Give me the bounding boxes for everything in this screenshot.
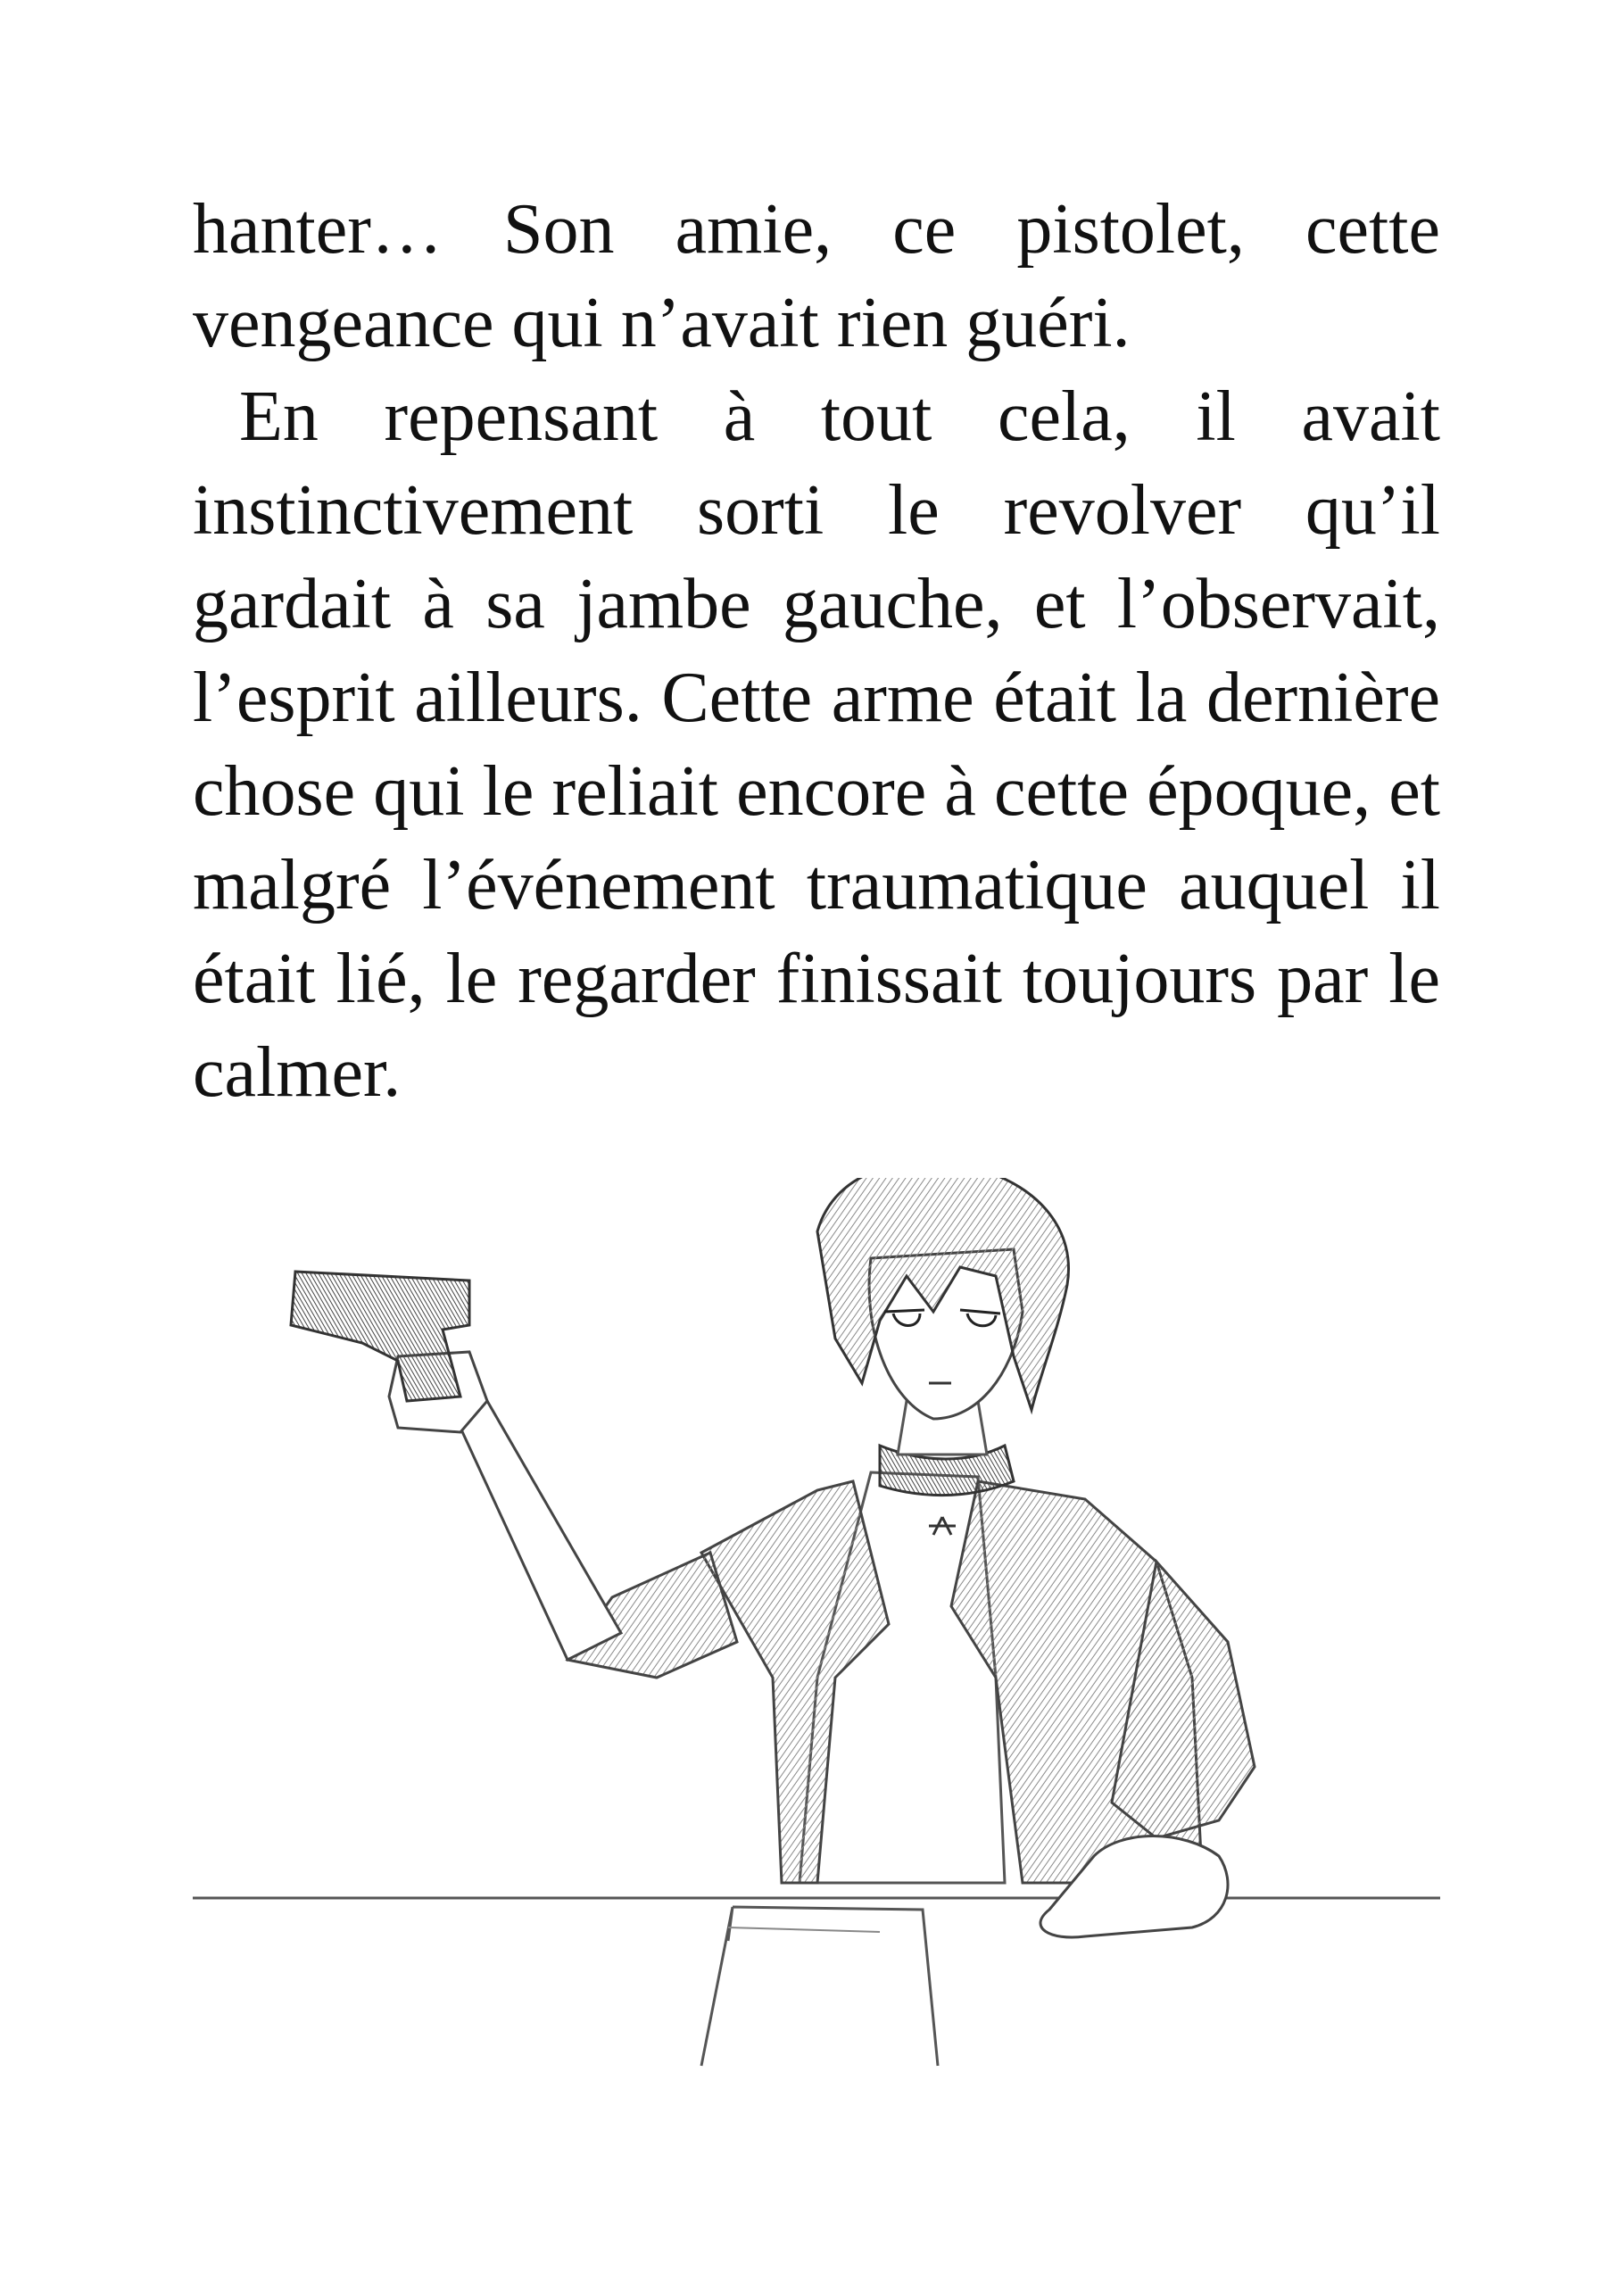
pistol-icon — [291, 1272, 469, 1401]
pencil-drawing-icon — [193, 1178, 1440, 2070]
left-forearm — [460, 1401, 621, 1660]
paragraph-main: En repensant à tout cela, il avait instinctivement sorti le revolver qu’il gardait à sa jambe gauche, et l’observait, l’esprit ailleurs. Cette arme était la dernière chose qui le reliait encore à cette époque, et malgré l’événement traumatique auquel il était lié, le regarder finissait toujours par le calmer. — [193, 377, 1440, 1112]
illustration-boy-with-pistol-icon — [193, 1178, 1440, 2070]
paragraph-continuation: hanter… Son amie, ce pistolet, cette vengeance qui n’avait rien guéri. — [193, 190, 1440, 362]
page-text — [193, 183, 1440, 1120]
